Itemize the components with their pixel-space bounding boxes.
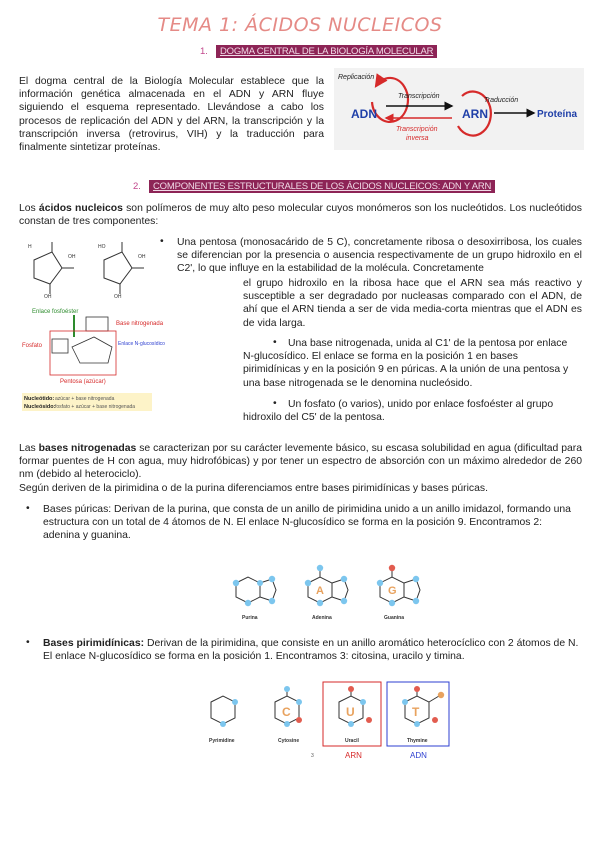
purine-caption: Purina [242,615,258,621]
pentose-text: Una pentosa (monosacárido de 5 C), concretamente ribosa o desoxirribosa, los cuales se diferencian por la presencia o ausencia respectivamente de un grupo hidroxilo en el C2', lo que influye en la estabilidad de la molécula. Concretamente [177,237,582,275]
adenine-letter: A [316,585,324,597]
phosphate-label: Fosfato [22,343,43,349]
dogma-paragraph: El dogma central de la Biología Molecular establece que la información genética almacenada en el ADN y ARN fluye siguiendo el esquema representado. Llevándose a cabo los procesos de replicación del ADN y del ARN, la transcripción y la transcripción inversa (retrovirus, VIH) y la traducción para finalmente sintetizar proteínas. [19,76,324,154]
cytosine-letter: C [282,705,291,719]
svg-text:HO: HO [98,244,106,250]
section-2-header [133,181,495,192]
bases-paragraph: Las bases nitrogenadas se caracterizan por su carácter levemente básico, su escasa solubilidad en agua (dificultad para formar puentes de H con agua, muy hidrofóbicas) y por tener un espectro de absorción con un máximo alrededor de 260 nm (debido al heterociclo). [19,443,583,481]
adn-tag: ADN [410,751,427,760]
protein-label: Proteína [537,109,578,120]
section-1-header [200,46,437,57]
uracil-letter: U [346,705,355,719]
translation-label: Traducción [484,97,519,104]
ribose-deoxyribose-figure [22,238,157,300]
svg-text:OH: OH [114,294,122,300]
page-number: 3 [311,753,314,759]
section-number: 2. [133,181,141,192]
nucleotide-intro: Los ácidos nucleicos son polímeros de muy alto peso molecular cuyos monómeros son los nucleótidos. Los nucleótidos constan de tres componentes: [19,203,582,228]
purine-structures [220,563,440,625]
guanine-caption: Guanina [384,615,405,621]
nucleotide-label: Nucleótido: [24,396,55,402]
section-number: 1. [200,46,208,57]
adn-label: ADN [351,107,377,121]
uracil-caption: Uracil [345,738,359,744]
nucleotide-def: azúcar + base nitrogenada [55,396,115,402]
base-text: Una base nitrogenada, unida al C1' de la pentosa por enlace N-glucosídico. El enlace se forma en la posición 1 en bases pirimidínicas y en la posición 9 en púricas. A la unión de una pentosa y una base nitrogenada se le denomina nucleósido. [243,338,569,389]
pentose-text-cont: el grupo hidroxilo en la ribosa hace que el ARN sea más reactivo y susceptible a ser degradado por nucleasas comparado con el ADN, de ahí que el ARN tienda a ser de vida media-corta mientras que el ADN es de vida larga. [243,278,582,329]
page-title: TEMA 1: ÁCIDOS NUCLEICOS [157,14,443,36]
arn-label: ARN [462,107,488,121]
pyrimidine-caption: Pyrimidine [209,738,235,744]
central-dogma-diagram [334,68,584,150]
arn-tag: ARN [345,751,362,760]
thymine-caption: Thymine [407,738,428,744]
puric-label: Bases púricas: [43,504,112,515]
nucleotide-schematic [22,303,165,413]
pyrimidine-structures [195,676,460,766]
section-heading: COMPONENTES ESTRUCTURALES DE LOS ÁCIDOS NUCLEICOS: ADN Y ARN [149,180,495,193]
bases-paragraph-2: Según deriven de la pirimidina o de la purina diferenciamos entre bases pirimidínicas y bases púricas. [19,483,488,494]
svg-text:OH: OH [44,294,52,300]
transcription-label: Transcripción [398,93,440,100]
nucleic-acids-term: ácidos nucleicos [38,203,123,214]
svg-text:OH: OH [138,254,146,260]
adenine-caption: Adenina [312,615,332,621]
thymine-letter: T [412,705,420,719]
phosphate-text: Un fosfato (o varios), unido por enlace fosfoéster al grupo hidroxilo del C5' de la pentosa. [243,399,554,424]
svg-text:OH: OH [68,254,76,260]
cytosine-caption: Cytosine [278,738,300,744]
section-heading: DOGMA CENTRAL DE LA BIOLOGÍA MOLECULAR [216,45,437,58]
puric-bases-text: Bases púricas: Derivan de la purina, que consta de un anillo de pirimidina unido a un anillo imidazol, formando una estructura con un total de 4 átomos de N. El enlace N-glucosídico se forma en la posición 9. Encontramos 2: adenina y guanina. [43,504,571,542]
pyrimidinic-bases-text: Bases pirimidínicas: Derivan de la pirimidina, que consiste en un anillo aromático heterocíclico con 2 átomos de N. El enlace N-glucosídico se forma en la posición 1. Encontramos 3: citosina, uracilo y timina. [43,638,579,663]
reverse-transcription-label: Transcripción [396,126,438,133]
nitrogenous-bases-term: bases nitrogenadas [38,443,137,454]
pentose-label: Pentosa (azúcar) [60,379,106,385]
bullet-icon: • [273,337,277,348]
ester-bond-label: Enlace fosfoéster [32,309,79,315]
svg-text:H: H [28,244,32,250]
glycosidic-bond-label: Enlace N-glucosídico [118,341,165,347]
bullet-icon: • [160,236,164,247]
bullet-icon: • [26,503,30,514]
base-label: Base nitrogenada [116,321,164,327]
bullet-icon: • [273,398,277,409]
bullet-icon: • [26,637,30,648]
nucleoside-def: fosfato + azúcar + base nitrogenada [55,404,136,410]
reverse-transcription-label-2: inversa [406,135,429,142]
pyrimidinic-label: Bases pirimidínicas: [43,638,145,649]
replication-label: Replicación [338,74,375,81]
nucleoside-label: Nucleósido: [24,404,56,410]
guanine-letter: G [388,585,397,597]
